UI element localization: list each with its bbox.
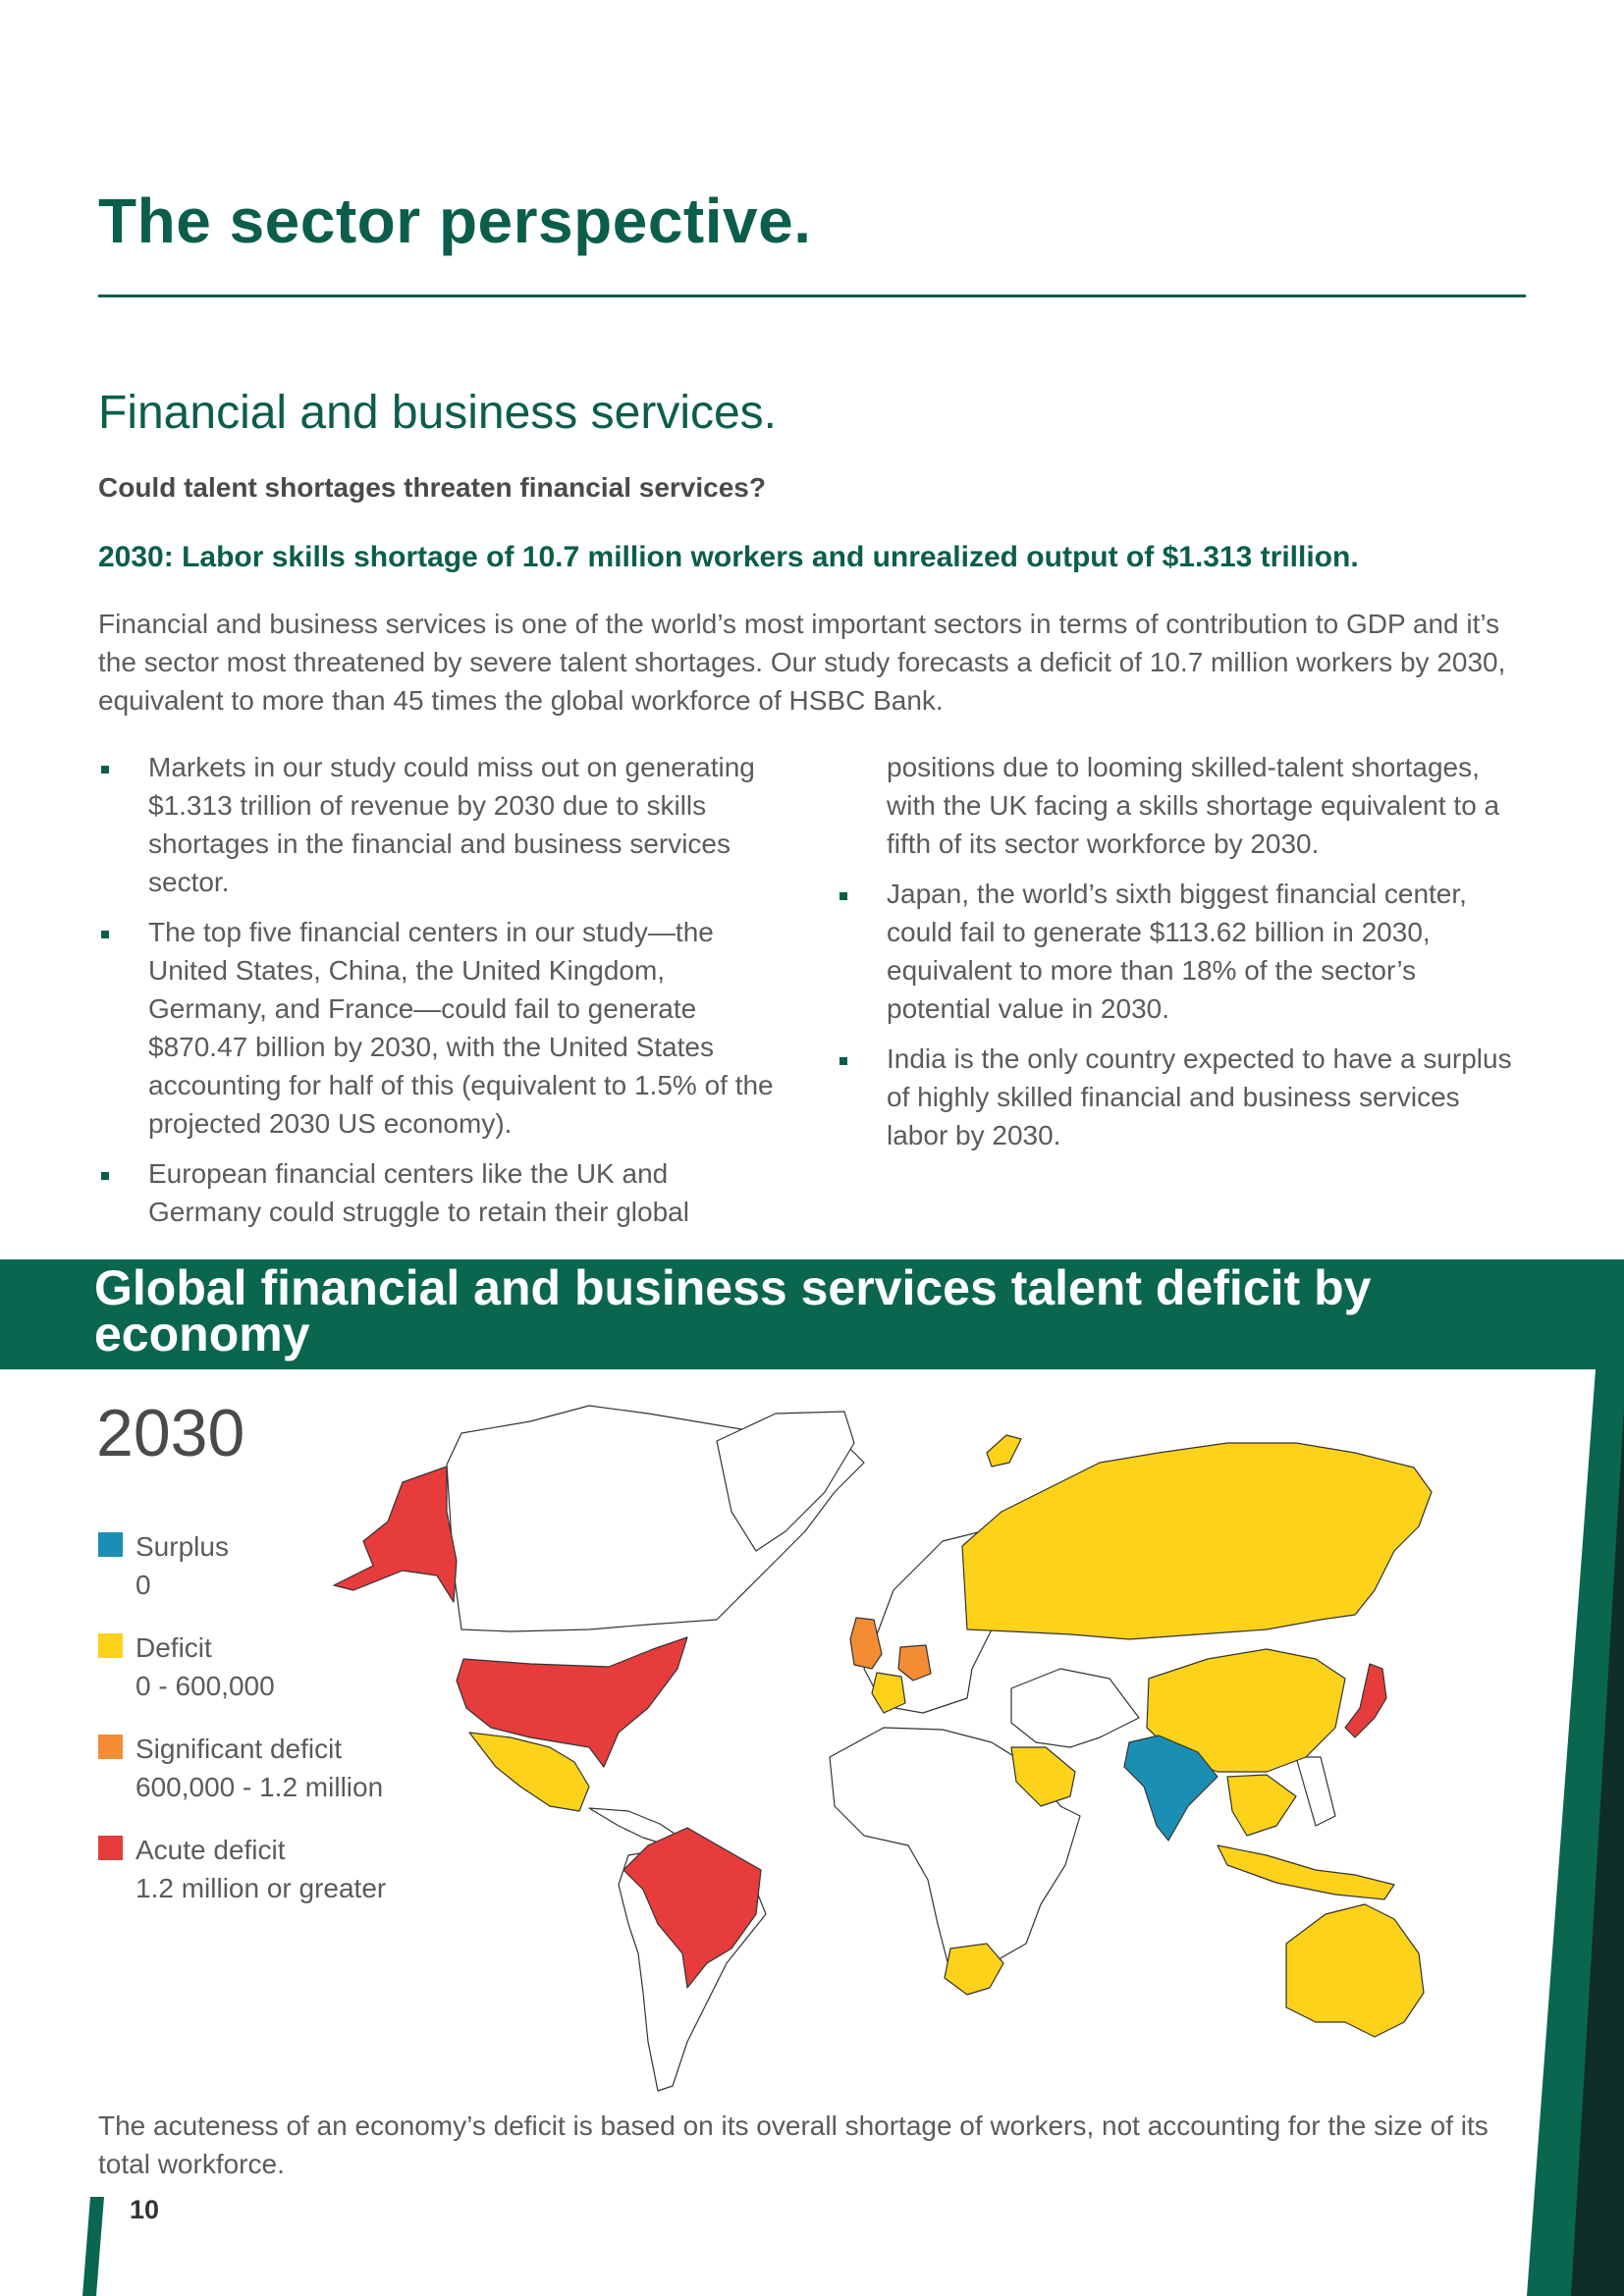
legend-range: 600,000 - 1.2 million (135, 1772, 384, 1802)
legend-label: Surplus (135, 1531, 229, 1562)
section-heading: Financial and business services. (98, 387, 778, 439)
map-year: 2030 (96, 1396, 245, 1470)
legend-swatch (98, 1532, 123, 1557)
legend-label: Significant deficit (135, 1734, 343, 1764)
region-se-asia-other (1296, 1757, 1335, 1826)
headline-stat: 2030: Labor skills shortage of 10.7 million workers and unrealized output of $1.313 trillion. (98, 541, 1359, 573)
bullet-item: European financial centers like the UK and Germany could struggle to retain their global positions due to looming skilled-talent shortages, with the UK facing a skills shortage equivalent to a fifth of its sector workforce by 2030. (98, 748, 1526, 1231)
region-novaya-zemlya (987, 1435, 1021, 1467)
region-australia (1286, 1904, 1424, 2037)
legend-range: 0 (135, 1570, 151, 1600)
page-number: 10 (130, 2195, 160, 2224)
bullet-item: Markets in our study could miss out on generating $1.313 trillion of revenue by 2030 due to skills shortages in the financial and business services sector. (98, 748, 787, 901)
region-alaska (334, 1467, 457, 1602)
legend-label: Acute deficit (135, 1835, 286, 1865)
map-title: Global financial and business services talent deficit by economy (94, 1260, 1372, 1362)
page-title: The sector perspective. (98, 186, 812, 256)
legend-swatch (98, 1633, 123, 1658)
bullet-list (98, 748, 1526, 1231)
title-divider (98, 294, 1526, 297)
legend-range: 0 - 600,000 (135, 1671, 275, 1701)
region-japan (1345, 1664, 1386, 1737)
map-footnote: The acuteness of an economy’s deficit is based on its overall shortage of workers, not accounting for the size of its total workforce. (98, 2110, 1489, 2179)
bullet-item: Japan, the world’s sixth biggest financial center, could fail to generate $113.62 billion in 2030, equivalent to more than 18% of the sector’s potential value in 2030. (837, 875, 1526, 1028)
region-united-kingdom (850, 1618, 882, 1669)
page-accent-bar (82, 2197, 112, 2296)
legend-swatch (98, 1735, 123, 1759)
bullet-item: India is the only country expected to have a surplus of highly skilled financial and business services labor by 2030. (837, 1040, 1526, 1154)
bullet-item: The top five financial centers in our study—the United States, China, the United Kingdom, Germany, and France—could fail to generate $870.47 billion by 2030, with the United States accounting for half of this (equivalent to 1.5% of the projected 2030 US economy). (98, 913, 787, 1143)
legend-range: 1.2 million or greater (135, 1873, 387, 1903)
world-map (295, 1404, 1542, 2101)
map-banner (0, 1259, 1624, 1369)
region-russia (962, 1443, 1432, 1639)
legend-swatch (98, 1836, 123, 1860)
region-indonesia (1218, 1845, 1394, 1899)
region-se-asia-mainland (1227, 1775, 1296, 1836)
legend-label: Deficit (135, 1632, 212, 1663)
region-middle-east-central-asia (1011, 1669, 1139, 1747)
sub-question: Could talent shortages threaten financial services? (98, 472, 766, 503)
intro-paragraph: Financial and business services is one of the world’s most important sectors in terms of contribution to GDP and it’s the sector most threatened by severe talent shortages. Our study forecasts a deficit of 10.7 million workers by 2030, equivalent to more than 45 times the global workforce of HSBC Bank. (98, 609, 1506, 716)
